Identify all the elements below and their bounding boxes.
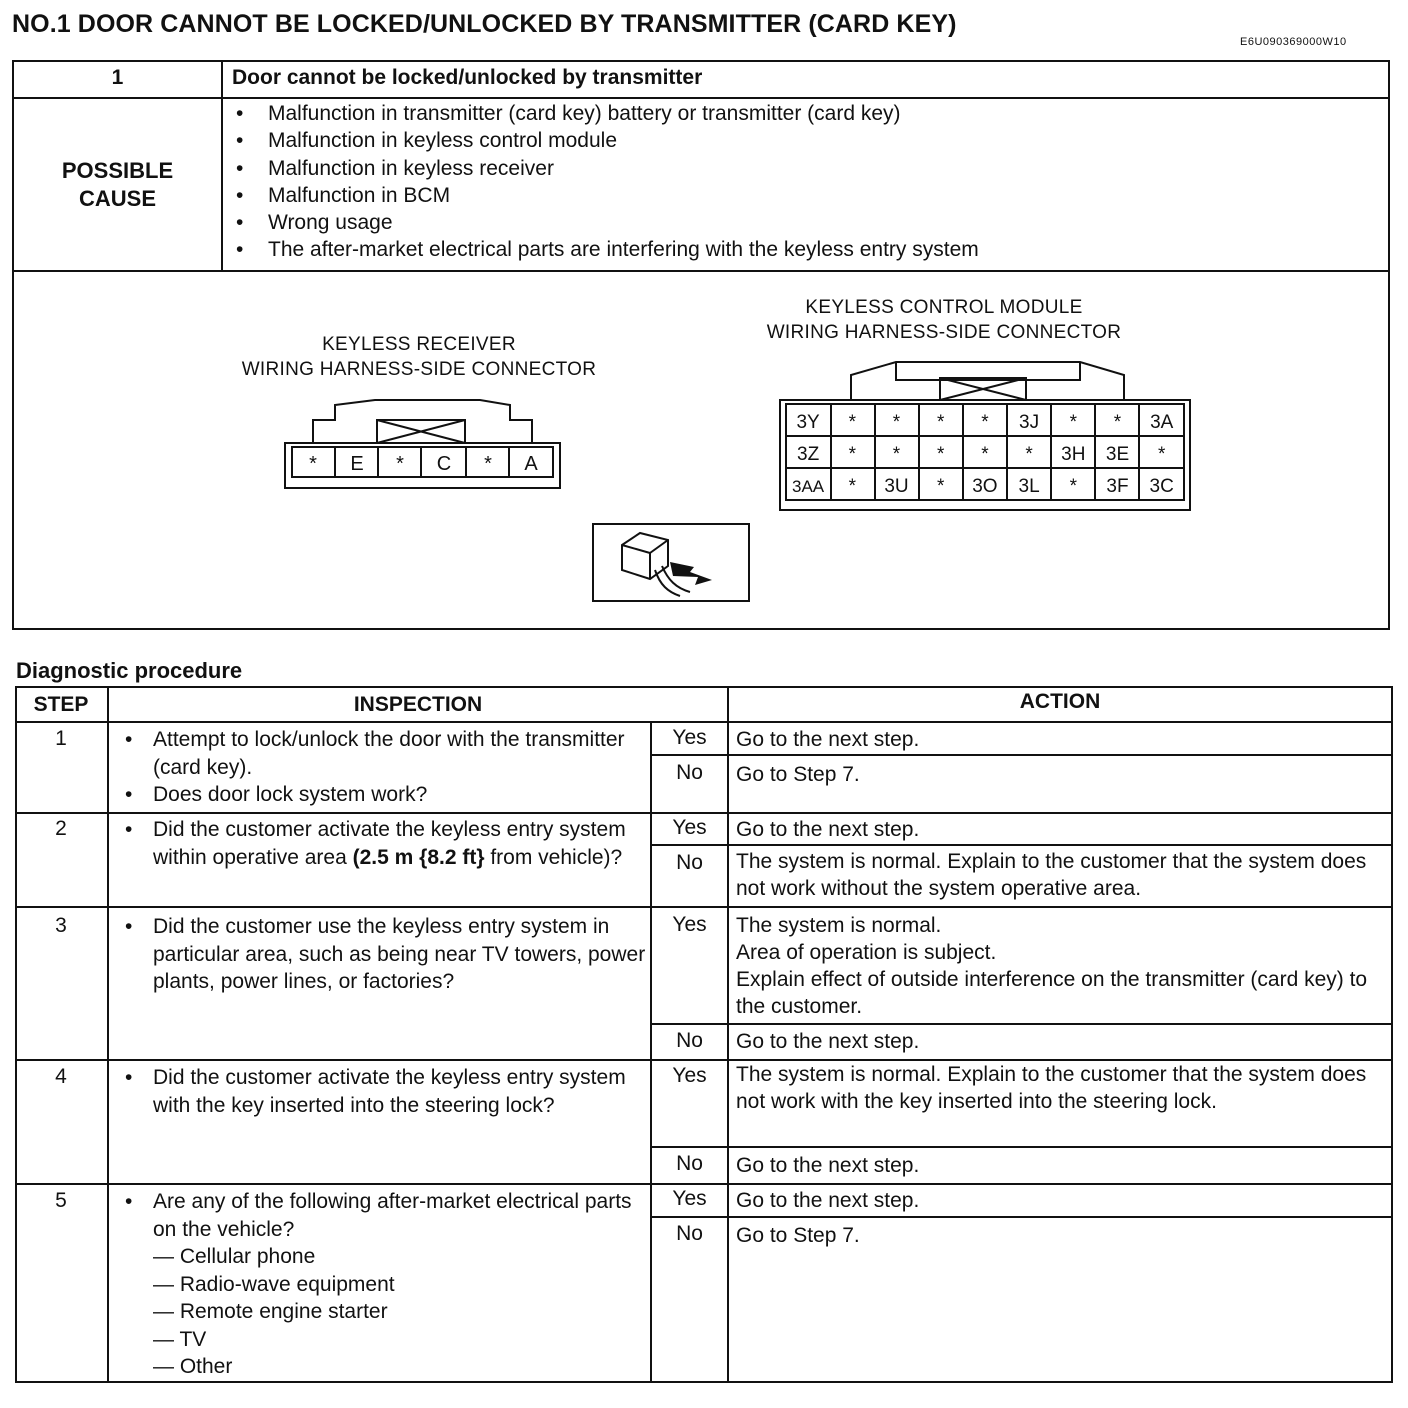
step-inspection: • Did the customer activate the keyless entry system with the key inserted into the steering lock? [111,1064,651,1119]
step-number: 1 [55,727,67,750]
yes-label: Yes [672,1187,707,1210]
no-action: Go to the next step. [736,1154,920,1177]
receiver-pin: * [484,453,492,475]
module-pin: * [892,412,901,433]
module-pin: 3J [1019,412,1040,433]
module-pin: 3A [1150,412,1174,433]
module-pin: 3AA [792,477,825,496]
arrow-icon [670,562,712,585]
no-label: No [676,851,703,874]
page-title: NO.1 DOOR CANNOT BE LOCKED/UNLOCKED BY TRANSMITTER (CARD KEY) [12,10,957,38]
yes-action: Go to the next step. [736,728,920,751]
cause-item: • Malfunction in keyless receiver [236,155,979,182]
sub-item: — Radio-wave equipment [153,1272,395,1296]
yes-label: Yes [672,1064,707,1087]
sub-item: — Cellular phone [153,1245,316,1268]
sub-item: — Other [153,1355,233,1378]
yes-label: Yes [672,816,707,839]
module-pin-grid [792,412,1174,497]
module-pin: 3H [1061,444,1086,465]
receiver-pin: E [350,453,364,475]
module-pin: * [981,412,989,433]
module-pin: * [1069,476,1078,497]
module-pin: 3O [972,476,998,497]
no-label: No [676,1029,703,1052]
sub-item: — Remote engine starter [153,1300,388,1323]
header-inspection: INSPECTION [353,693,483,716]
step-number: 4 [55,1065,67,1088]
yes-action: The system is normal. Explain to the customer that the system does not work with the key inserted into the steering lock. [736,1063,1367,1113]
keyless-receiver-label: KEYLESS RECEIVER WIRING HARNESS-SIDE CONNECTOR [241,334,597,380]
symptom-number: 1 [111,66,124,89]
step-inspection: • Attempt to lock/unlock the door with the transmitter (card key). • Does door lock system work? [111,726,646,809]
module-pin: 3E [1105,444,1130,465]
no-action: The system is normal. Explain to the customer that the system does not work without the system operative area. [736,850,1367,900]
step-number: 2 [55,817,67,840]
module-pin: 3U [884,476,909,497]
receiver-pin: C [436,453,452,475]
yes-label: Yes [672,913,707,936]
receiver-pin: * [396,453,404,475]
module-pin: * [1157,444,1166,465]
cause-item: • Malfunction in keyless control module [236,127,979,154]
connector-diagrams [0,0,1408,640]
module-pin: 3F [1106,476,1129,497]
module-pin: * [848,444,857,465]
receiver-pin: A [524,453,538,475]
module-pin: * [1025,444,1033,465]
module-pin: * [848,412,857,433]
no-label: No [676,1222,703,1245]
module-pin: 3Z [797,444,820,465]
diagnostic-table [15,686,1393,1383]
keyless-receiver-connector [285,400,560,488]
module-pin: 3Y [796,412,820,433]
module-pin: * [981,444,989,465]
cause-item: • The after-market electrical parts are interfering with the keyless entry system [236,236,979,263]
module-pin: * [892,444,901,465]
module-pin: * [1069,412,1078,433]
no-action: Go to Step 7. [736,1224,860,1247]
cause-item: • Malfunction in transmitter (card key) battery or transmitter (card key) [236,100,979,127]
cause-item: • Malfunction in BCM [236,182,979,209]
diagnostic-procedure-title: Diagnostic procedure [16,658,243,683]
module-pin: 3C [1149,476,1174,497]
step-inspection: • Did the customer use the keyless entry system in particular area, such as being near TV towers, power plants, power lines, or factories? [111,913,651,996]
step-inspection: • Are any of the following after-market electrical parts on the vehicle? — Cellular phone — Radio-wave equipment — Remote engine starter — TV — Other [111,1188,646,1381]
symptom-heading: Door cannot be locked/unlocked by transmitter [232,66,703,89]
step-inspection: • Did the customer activate the keyless entry system within operative area (2.5 m {8.2 ft} from vehicle)? [111,816,646,871]
yes-action: The system is normal. Area of operation is subject. Explain effect of outside interference on the transmitter (card key) to the customer. [736,914,1368,1018]
possible-cause-label: POSSIBLE CAUSE [61,158,174,211]
document-id: E6U090369000W10 [1240,36,1347,48]
sub-item: — TV [153,1327,207,1351]
receiver-pin: * [309,453,317,475]
keyless-control-module-label: KEYLESS CONTROL MODULE WIRING HARNESS-SIDE CONNECTOR [766,297,1122,343]
cause-item: • Wrong usage [236,209,979,236]
module-pin: * [1113,412,1122,433]
no-action: Go to Step 7. [736,763,860,786]
step-number: 5 [55,1189,67,1212]
yes-action: Go to the next step. [736,818,920,841]
no-action: Go to the next step. [736,1030,920,1053]
step-number: 3 [55,914,67,937]
yes-label: Yes [672,726,707,749]
yes-action: Go to the next step. [736,1189,920,1212]
no-label: No [676,761,703,784]
no-label: No [676,1152,703,1175]
module-pin: 3L [1018,476,1040,497]
module-pin: * [848,476,857,497]
module-pin: * [936,412,945,433]
module-pin: * [936,476,945,497]
header-step: STEP [33,693,89,716]
header-action: ACTION [1019,690,1101,713]
module-pin: * [936,444,945,465]
